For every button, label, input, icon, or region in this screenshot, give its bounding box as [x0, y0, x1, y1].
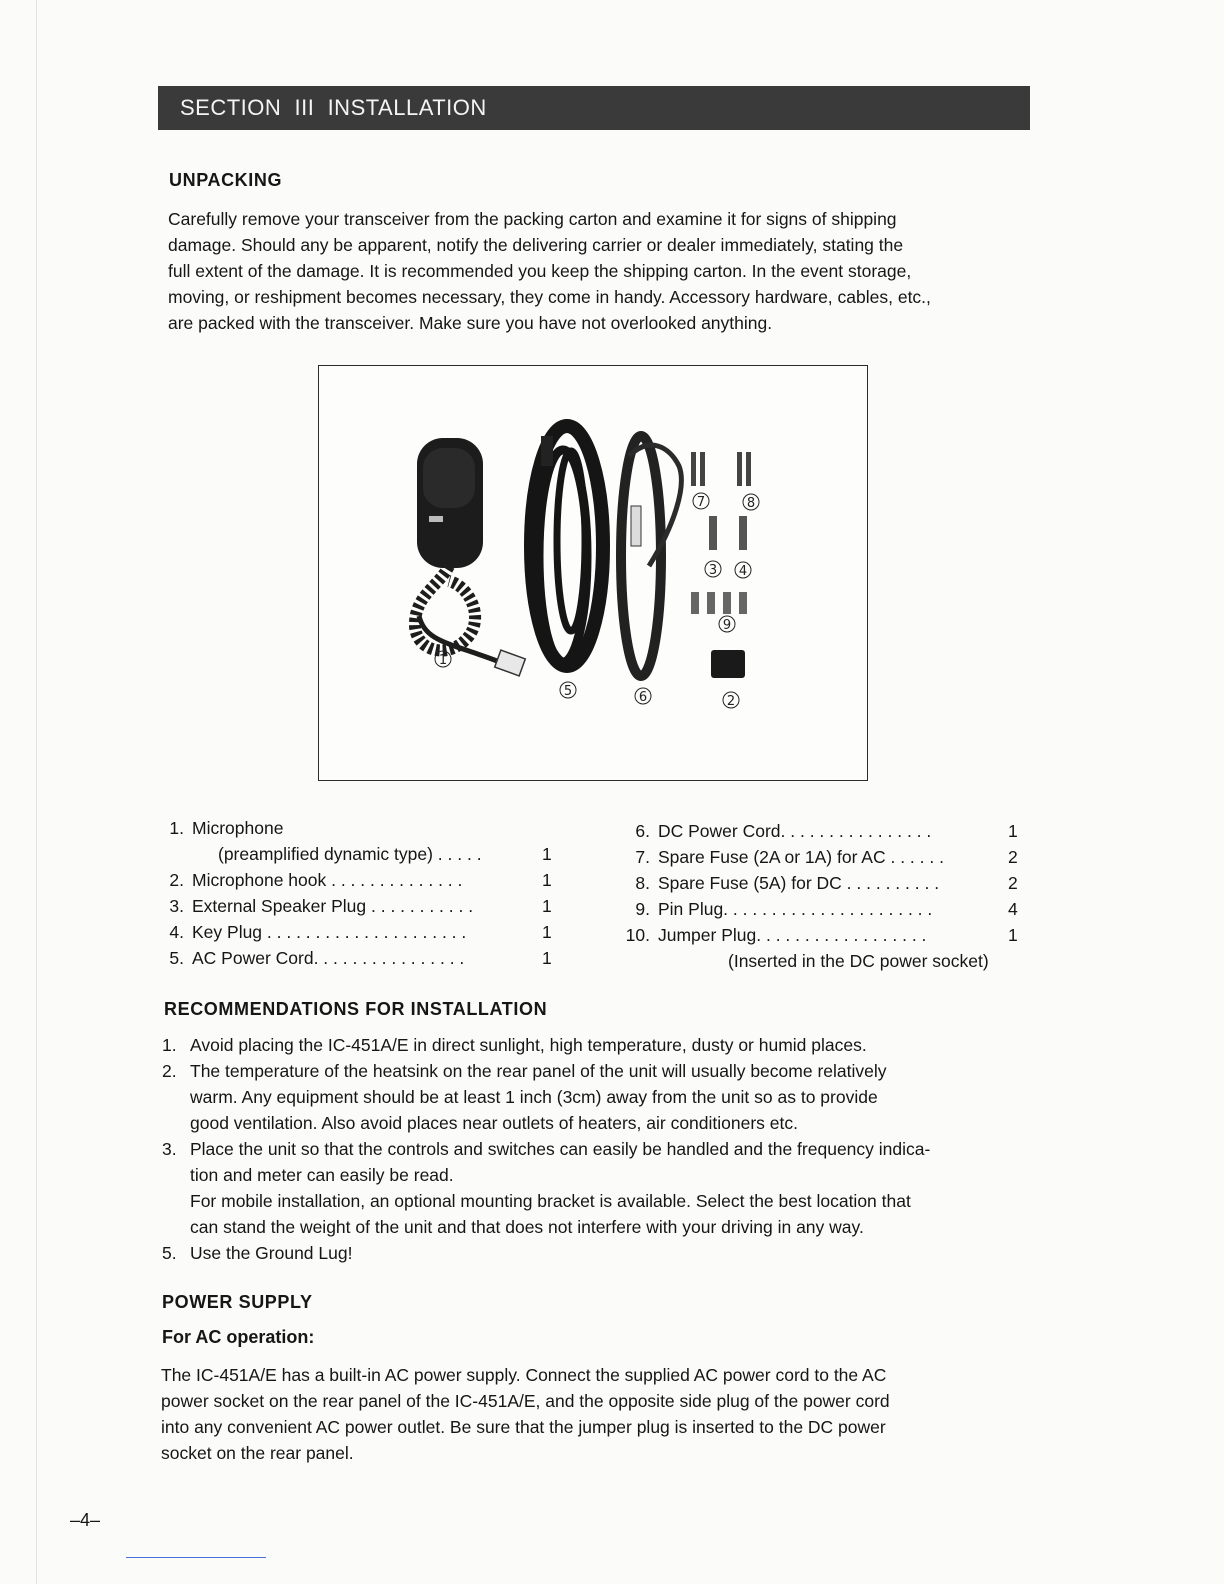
accessory-name: Jumper Plug. . . . . . . . . . . . . . . . . .: [658, 925, 927, 945]
accessory-number: 2.: [169, 870, 184, 890]
callout-4: 4: [738, 564, 748, 579]
accessory-number: 7.: [635, 847, 650, 867]
accessory-row: [622, 818, 1022, 844]
accessory-qty: 1: [542, 844, 552, 864]
accessory-number: 6.: [635, 821, 650, 841]
accessory-row: [622, 922, 1022, 948]
callout-3: 3: [708, 563, 718, 578]
ac-operation-subheading: For AC operation:: [162, 1327, 315, 1347]
accessory-number: 4.: [169, 922, 184, 942]
power-supply-line: The IC-451A/E has a built-in AC power supply. Connect the supplied AC power cord to the AC: [161, 1365, 887, 1385]
power-supply-heading: POWER SUPPLY: [162, 1292, 313, 1312]
recommendation-number: 2.: [162, 1061, 177, 1081]
accessory-row: [622, 948, 1022, 974]
unpacking-line: Carefully remove your transceiver from the packing carton and examine it for signs of shipping: [168, 209, 897, 229]
unpacking-line: moving, or reshipment becomes necessary, they come in handy. Accessory hardware, cables, etc.,: [168, 287, 931, 307]
callout-1: 1: [438, 653, 448, 668]
accessory-qty: 1: [542, 922, 552, 942]
callout-7: 7: [696, 495, 706, 510]
recommendation-line: The temperature of the heatsink on the rear panel of the unit will usually become relatively: [190, 1061, 887, 1081]
accessory-name: (preamplified dynamic type) . . . . .: [218, 844, 482, 864]
accessory-qty: 4: [1008, 899, 1018, 919]
recommendation-line: Use the Ground Lug!: [190, 1243, 353, 1263]
accessory-name: Spare Fuse (5A) for DC . . . . . . . . . .: [658, 873, 940, 893]
recommendation-line: warm. Any equipment should be at least 1 inch (3cm) away from the unit so as to provide: [190, 1087, 878, 1107]
microphone-image: [415, 438, 525, 676]
accessory-number: 5.: [169, 948, 184, 968]
accessory-name: External Speaker Plug . . . . . . . . . . .: [192, 896, 474, 916]
section-title-bar: [158, 86, 1030, 130]
accessory-number: 10.: [625, 925, 650, 945]
power-supply-paragraph: [161, 1362, 1021, 1466]
accessory-name: Pin Plug. . . . . . . . . . . . . . . . . . . . . .: [658, 899, 933, 919]
accessory-row: [164, 919, 560, 945]
ac-power-cord-image: [531, 426, 603, 666]
accessory-qty: 2: [1008, 873, 1018, 893]
page-edge-line: [36, 0, 37, 1584]
accessories-photo: [318, 365, 868, 781]
accessories-list-right: [622, 818, 1022, 974]
recommendation-number: 5.: [162, 1243, 177, 1263]
recommendation-item: [162, 1032, 1022, 1058]
recommendation-line: For mobile installation, an optional mounting bracket is available. Select the best location that: [190, 1191, 911, 1211]
accessory-qty: 1: [542, 948, 552, 968]
microphone-hook-image: [711, 650, 745, 678]
accessories-list-left: [164, 815, 560, 971]
recommendation-line: can stand the weight of the unit and that does not interfere with your driving in any way.: [190, 1217, 864, 1237]
footer-rule: [126, 1557, 266, 1558]
accessory-qty: 1: [1008, 925, 1018, 945]
recommendation-item: [162, 1240, 1022, 1266]
accessory-note: (Inserted in the DC power socket): [728, 951, 989, 971]
recommendation-line: good ventilation. Also avoid places near outlets of heaters, air conditioners etc.: [190, 1113, 799, 1133]
accessory-row: [164, 945, 560, 971]
power-supply-line: into any convenient AC power outlet. Be sure that the jumper plug is inserted to the DC power: [161, 1417, 886, 1437]
unpacking-line: full extent of the damage. It is recommended you keep the shipping carton. In the event storage,: [168, 261, 912, 281]
accessory-row: [164, 841, 560, 867]
unpacking-paragraph: [168, 206, 1028, 336]
accessory-row: [622, 896, 1022, 922]
accessory-row: [164, 893, 560, 919]
accessory-number: 9.: [635, 899, 650, 919]
accessory-qty: 1: [1008, 821, 1018, 841]
accessory-name: Spare Fuse (2A or 1A) for AC . . . . . .: [658, 847, 944, 867]
accessory-name: Microphone hook . . . . . . . . . . . . . .: [192, 870, 463, 890]
accessories-illustration: [319, 366, 867, 780]
dc-power-cord-image: [621, 436, 681, 676]
power-supply-line: power socket on the rear panel of the IC-451A/E, and the opposite side plug of the power cord: [161, 1391, 890, 1411]
recommendation-number: 1.: [162, 1035, 177, 1055]
accessory-name: Key Plug . . . . . . . . . . . . . . . . . . . . .: [192, 922, 467, 942]
recommendation-line: tion and meter can easily be read.: [190, 1165, 454, 1185]
accessory-number: 8.: [635, 873, 650, 893]
accessory-number: 3.: [169, 896, 184, 916]
accessory-name: DC Power Cord. . . . . . . . . . . . . . . .: [658, 821, 932, 841]
accessory-qty: 1: [542, 870, 552, 890]
accessory-row: [622, 870, 1022, 896]
unpacking-line: are packed with the transceiver. Make sure you have not overlooked anything.: [168, 313, 773, 333]
recommendation-number: 3.: [162, 1139, 177, 1159]
callout-8: 8: [746, 496, 756, 511]
accessory-name: AC Power Cord. . . . . . . . . . . . . . . .: [192, 948, 465, 968]
fuses-image: [691, 452, 751, 486]
accessory-number: 1.: [169, 818, 184, 838]
recommendation-line: Avoid placing the IC-451A/E in direct sunlight, high temperature, dusty or humid places.: [190, 1035, 867, 1055]
recommendations-list: [162, 1032, 1022, 1266]
accessory-row: [164, 867, 560, 893]
recommendation-item: [162, 1136, 1022, 1240]
recommendations-heading: RECOMMENDATIONS FOR INSTALLATION: [164, 999, 548, 1019]
callout-2: 2: [726, 694, 736, 709]
accessory-qty: 1: [542, 896, 552, 916]
accessory-qty: 2: [1008, 847, 1018, 867]
unpacking-line: damage. Should any be apparent, notify the delivering carrier or dealer immediately, stating the: [168, 235, 904, 255]
recommendation-item: [162, 1058, 1022, 1136]
callout-9: 9: [722, 618, 732, 633]
callout-6: 6: [638, 690, 648, 705]
accessory-name: Microphone: [192, 818, 284, 838]
callout-5: 5: [563, 684, 573, 699]
section-title: SECTION III INSTALLATION: [180, 95, 487, 120]
accessory-row: [164, 815, 560, 841]
recommendation-line: Place the unit so that the controls and switches can easily be handled and the frequency indica-: [190, 1139, 931, 1159]
power-supply-line: socket on the rear panel.: [161, 1443, 354, 1463]
accessory-row: [622, 844, 1022, 870]
unpacking-heading: UNPACKING: [169, 170, 283, 190]
page-number: –4–: [70, 1510, 101, 1530]
